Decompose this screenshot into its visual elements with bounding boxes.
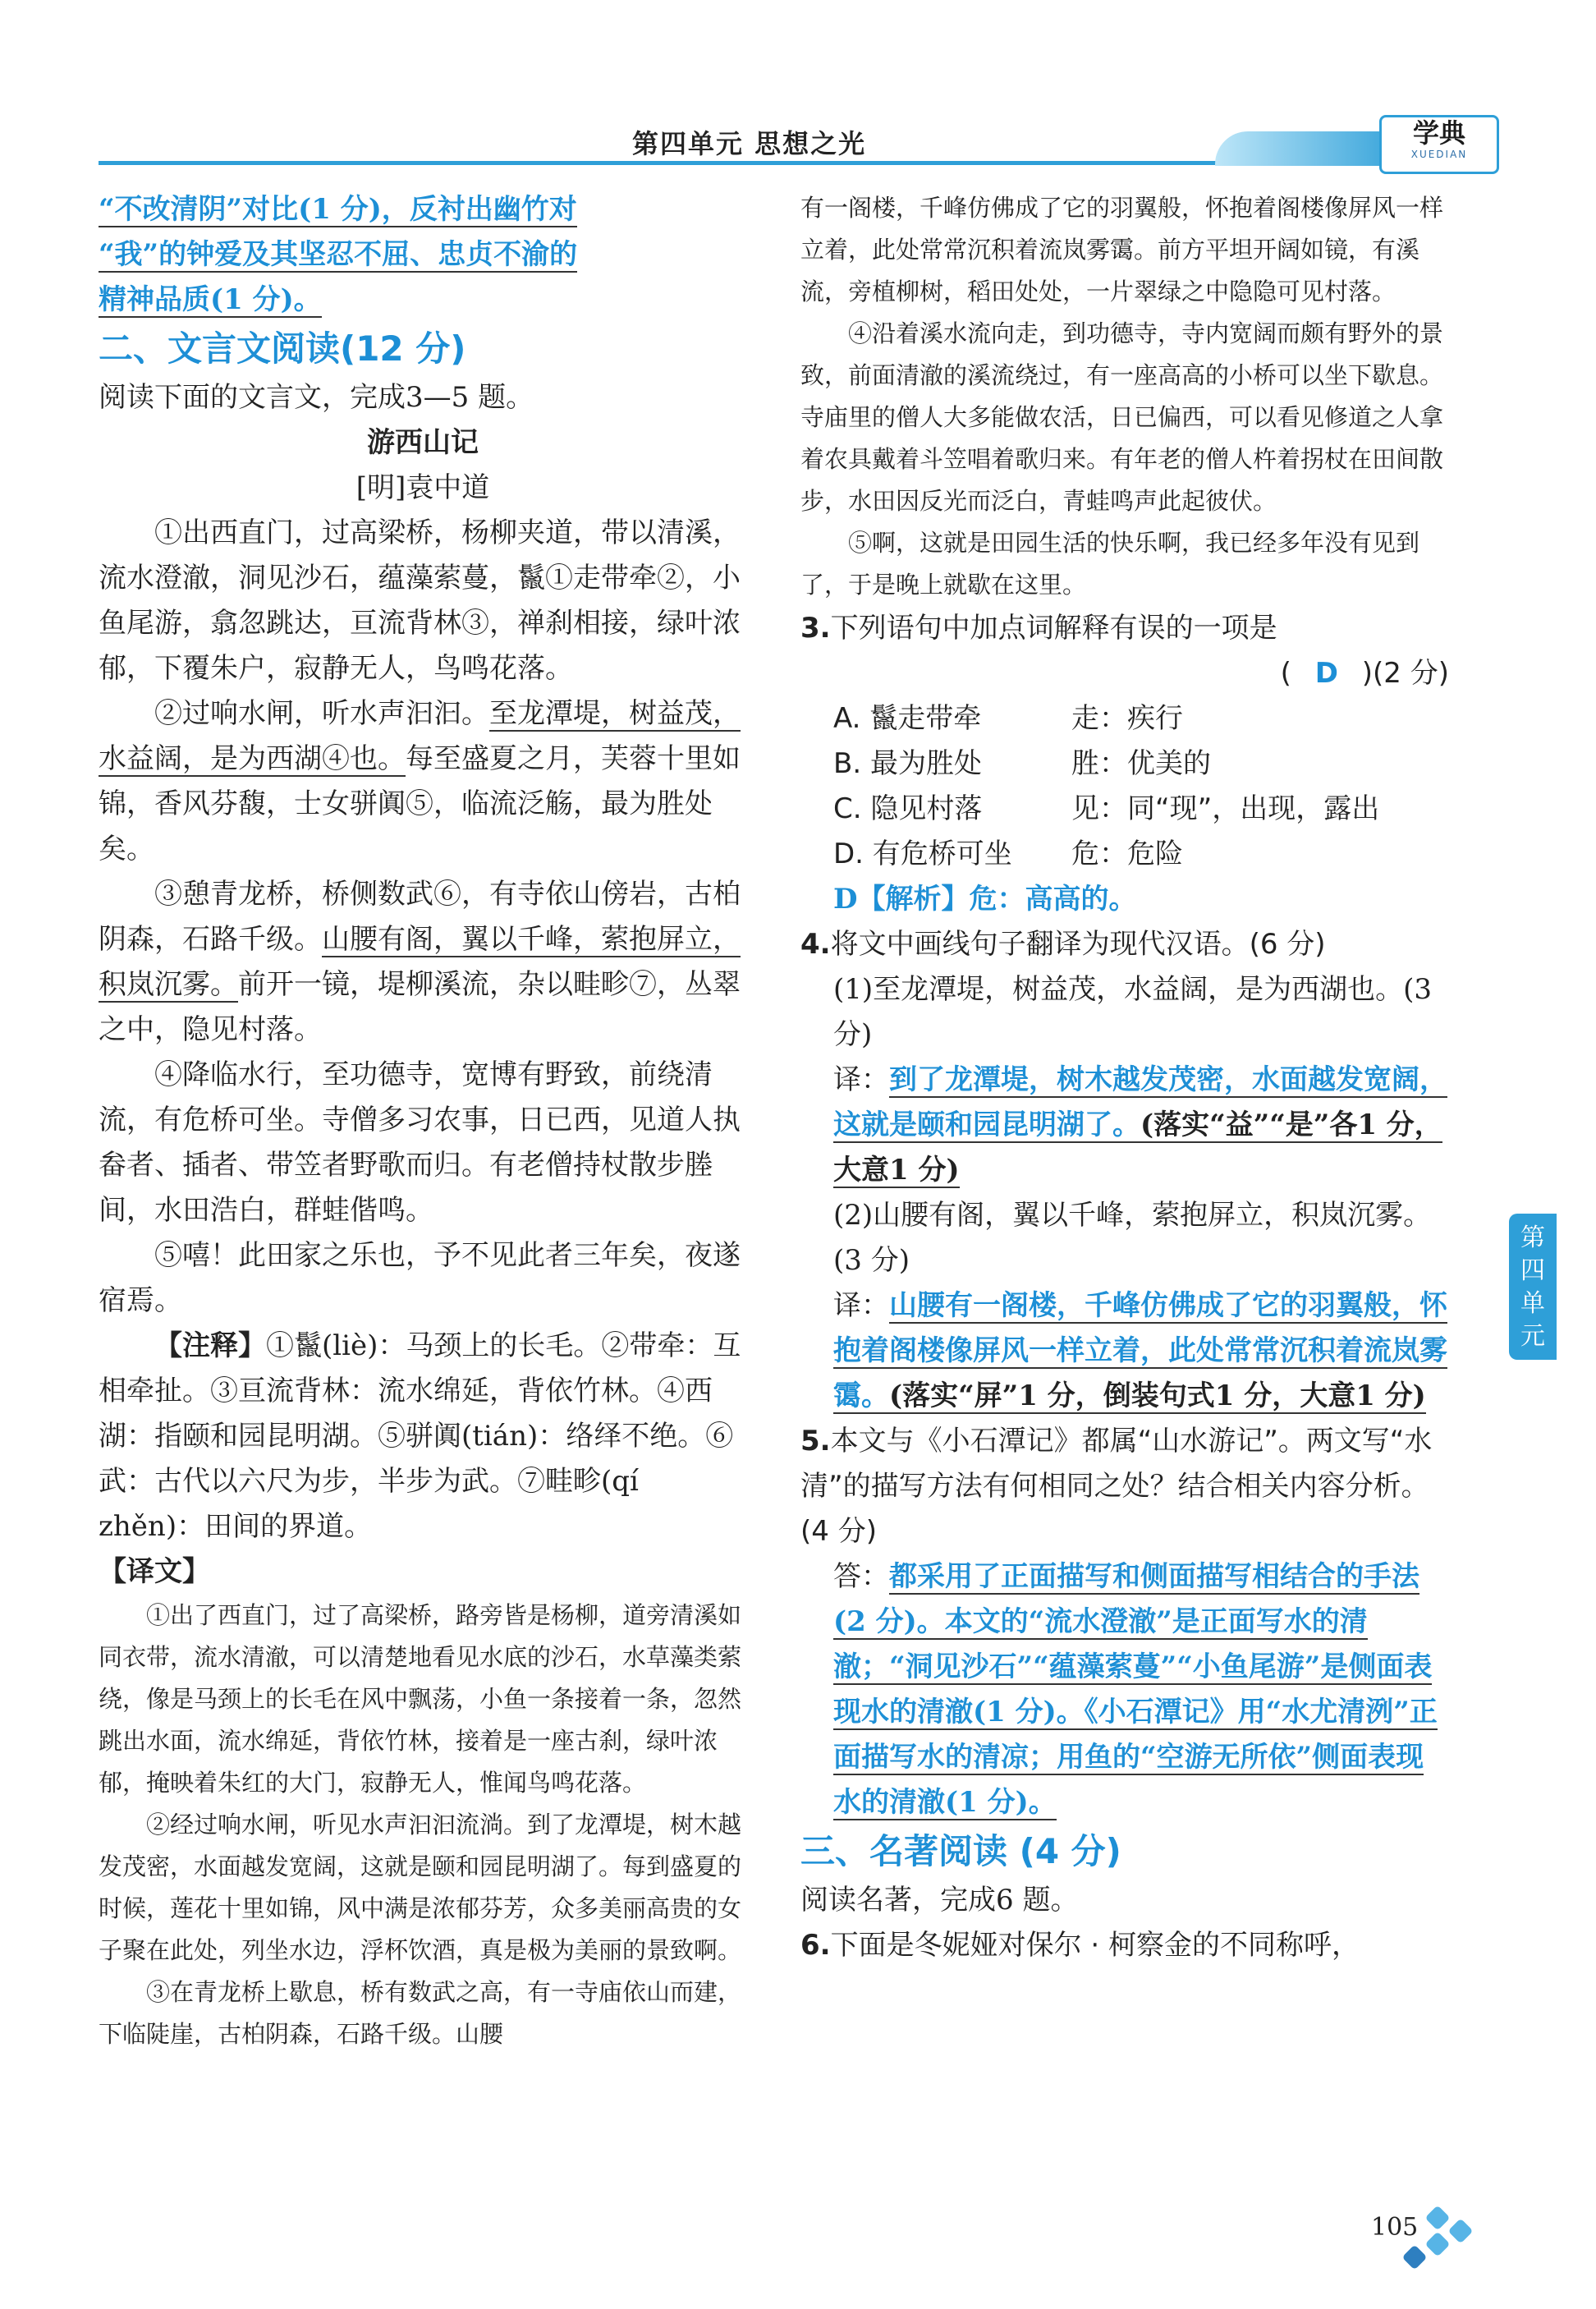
left-column (99, 187, 747, 2055)
page-header (99, 117, 1468, 164)
translation-paragraph-4: ④沿着溪水流向走，到功德寺，寺内宽阔而颇有野外的景致，前面清澈的溪流绕过，有一座高高的小桥可以坐下歇息。寺庙里的僧人大多能做农活，日已偏西，可以看见修道之人拿着农具戴着斗笠唱着歌归来。有年老的僧人杵着拐杖在田间散步，水田因反光而泛白，青蛙鸣声此起彼伏。 (800, 319, 1444, 515)
passage-author: [明]袁中道 (355, 471, 490, 504)
notes: 【注释】①鬣(liè)：马颈上的长毛。②带牵：互相牵扯。③亘流背林：流水绵延，背依竹林。④西湖：指颐和园昆明湖。⑤骈阗(tián)：络绎不绝。⑥武：古代以六尺为步，半步为武。⑦畦畛(qí zhěn)：田间的界道。 (99, 1329, 741, 1543)
question-4-answer-2: 译：山腰有一阁楼，千峰仿佛成了它的羽翼般，怀抱着阁楼像屏风一样立着，此处常常沉积着流岚雾霭。(落实“屏”1 分，倒装句式1 分，大意1 分) (833, 1289, 1447, 1412)
header-rule (99, 161, 1231, 165)
section-heading-classics: 三、名著阅读 (4 分) (800, 1831, 1121, 1871)
translation-label: 【译文】 (99, 1555, 210, 1588)
underlined-sentence-2: 山腰有阁，翼以千峰，萦抱屏立，积岚沉雾。 (99, 923, 741, 1001)
passage-paragraph-2: ②过响水闸，听水声汩汩。至龙潭堤，树益茂，水益阔，是为西湖④也。每至盛夏之月，芙蓉十里如锦，香风芬馥，士女骈阗⑤，临流泛觞，最为胜处矣。 (99, 697, 741, 865)
underlined-sentence-1: 至龙潭堤，树益茂，水益阔，是为西湖④也。 (99, 697, 741, 775)
unit-title: 第四单元 思想之光 (632, 128, 867, 159)
question-3: 3.下列语句中加点词解释有误的一项是 (800, 612, 1277, 645)
instruction: 阅读下面的文言文，完成3—5 题。 (99, 381, 534, 414)
translation-paragraph-1: ①出了西直门，过了高梁桥，路旁皆是杨柳，道旁清溪如同衣带，流水清澈，可以清楚地看见水底的沙石，水草藻类萦绕，像是马颈上的长毛在风中飘荡，小鱼一条接着一条，忽然跳出水面，流水绵延，背依竹林，接着是一座古刹，绿叶浓郁，掩映着朱红的大门，寂静无人，惟闻鸟鸣花落。 (99, 1601, 742, 1797)
question-6: 6.下面是冬妮娅对保尔 · 柯察金的不同称呼， (800, 1929, 1360, 1962)
option-c: C. 隐见村落 见：同“现”，出现，露出 (833, 792, 1380, 825)
brand-logo (1379, 115, 1499, 174)
translation-paragraph-3: ③在青龙桥上歇息，桥有数武之高，有一寺庙依山而建，下临陡崖，古柏阴森，石路千级。山腰 (99, 1978, 742, 2048)
question-4-sub-1: (1)至龙潭堤，树益茂，水益阔，是为西湖也。(3 分) (833, 973, 1433, 1051)
section-heading-classical: 二、文言文阅读(12 分) (99, 328, 466, 369)
option-a: A. 鬣走带牵 走：疾行 (833, 702, 1183, 735)
question-5-answer: 答：都采用了正面描写和侧面描写相结合的手法(2 分)。本文的“流水澄澈”是正面写水的清澈；“洞见沙石”“蕴藻萦蔓”“小鱼尾游”是侧面表现水的清澈(1 分)。《小石潭记》用“水尤清洌”正面描写水的清凉；用鱼的“空游无所依”侧面表现水的清澈(1 分)。 (833, 1560, 1438, 1819)
instruction-3: 阅读名著，完成6 题。 (800, 1884, 1079, 1917)
logo-subtext: XUEDIAN (1410, 149, 1468, 160)
logo-text: 学典 (1412, 117, 1465, 149)
decor-hex-icon (1447, 2218, 1473, 2243)
question-5: 5.本文与《小石潭记》都属“山水游记”。两文写“水清”的描写方法有何相同之处？结合相关内容分析。(4 分) (800, 1425, 1433, 1548)
notes-label: 【注释】 (154, 1329, 266, 1362)
option-b: B. 最为胜处 胜：优美的 (833, 747, 1211, 780)
translation-paragraph-3-cont: 有一阁楼，千峰仿佛成了它的羽翼般，怀抱着阁楼像屏风一样立着，此处常常沉积着流岚雾霭。前方平坦开阔如镜，有溪流，旁植柳树，稻田处处，一片翠绿之中隐隐可见村落。 (800, 194, 1444, 305)
option-d: D. 有危桥可坐 危：危险 (833, 838, 1183, 870)
question-4-sub-2: (2)山腰有阁，翼以千峰，萦抱屏立，积岚沉雾。(3 分) (833, 1199, 1432, 1277)
right-column (800, 187, 1449, 1968)
answer-continued: “不改清阴”对比(1 分)，反衬出幽竹对 “我”的钟爱及其坚忍不屈、忠贞不渝的 精神品质(1 分)。 (99, 193, 578, 316)
decor-hex-icon (1424, 2231, 1450, 2256)
unit-side-tab: 第四单元 (1509, 1214, 1557, 1360)
passage-paragraph-3: ③憩青龙桥，桥侧数武⑥，有寺依山傍岩，古柏阴森，石路千级。山腰有阁，翼以千峰，萦抱屏立，积岚沉雾。前开一镜，堤柳溪流，杂以畦畛⑦，丛翠之中，隐见村落。 (99, 878, 741, 1046)
question-4: 4.将文中画线句子翻译为现代汉语。(6 分) (800, 928, 1326, 961)
question-3-answer-slot: ( D )(2 分) (1280, 657, 1449, 690)
decor-hex-icon (1401, 2244, 1427, 2270)
translation-paragraph-2: ②经过响水闸，听见水声汩汩流淌。到了龙潭堤，树木越发茂密，水面越发宽阔，这就是颐和园昆明湖了。每到盛夏的时候，莲花十里如锦，风中满是浓郁芬芳，众多美丽高贵的女子聚在此处，列坐水边，浮杯饮酒，真是极为美丽的景致啊。 (99, 1811, 742, 1964)
passage-paragraph-5: ⑤嘻！此田家之乐也，予不见此者三年矣，夜遂宿焉。 (99, 1239, 741, 1317)
question-3-analysis: D【解析】危：高高的。 (833, 883, 1137, 916)
translation-paragraph-5: ⑤啊，这就是田园生活的快乐啊，我已经多年没有见到了，于是晚上就歇在这里。 (800, 529, 1420, 599)
page-number: 105 (1371, 2213, 1419, 2242)
passage-title: 游西山记 (367, 426, 479, 459)
question-4-answer-1: 译：到了龙潭堤，树木越发茂密，水面越发宽阔，这就是颐和园昆明湖了。(落实“益”“是”各1 分，大意1 分) (833, 1063, 1447, 1187)
passage-paragraph-1: ①出西直门，过高梁桥，杨柳夹道，带以清溪，流水澄澈，洞见沙石，蕴藻萦蔓，鬣①走带牵②，小鱼尾游，翕忽跳达，亘流背林③，禅刹相接，绿叶浓郁，下覆朱户，寂静无人，鸟鸣花落。 (99, 516, 741, 685)
passage-paragraph-4: ④降临水行，至功德寺，宽博有野致，前绕清流，有危桥可坐。寺僧多习农事，日已西，见道人执畚者、插者、带笠者野歌而归。有老僧持杖散步塍间，水田浩白，群蛙偕鸣。 (99, 1058, 741, 1227)
decor-hex-icon (1424, 2205, 1450, 2230)
question-3-answer: D (1314, 657, 1338, 690)
